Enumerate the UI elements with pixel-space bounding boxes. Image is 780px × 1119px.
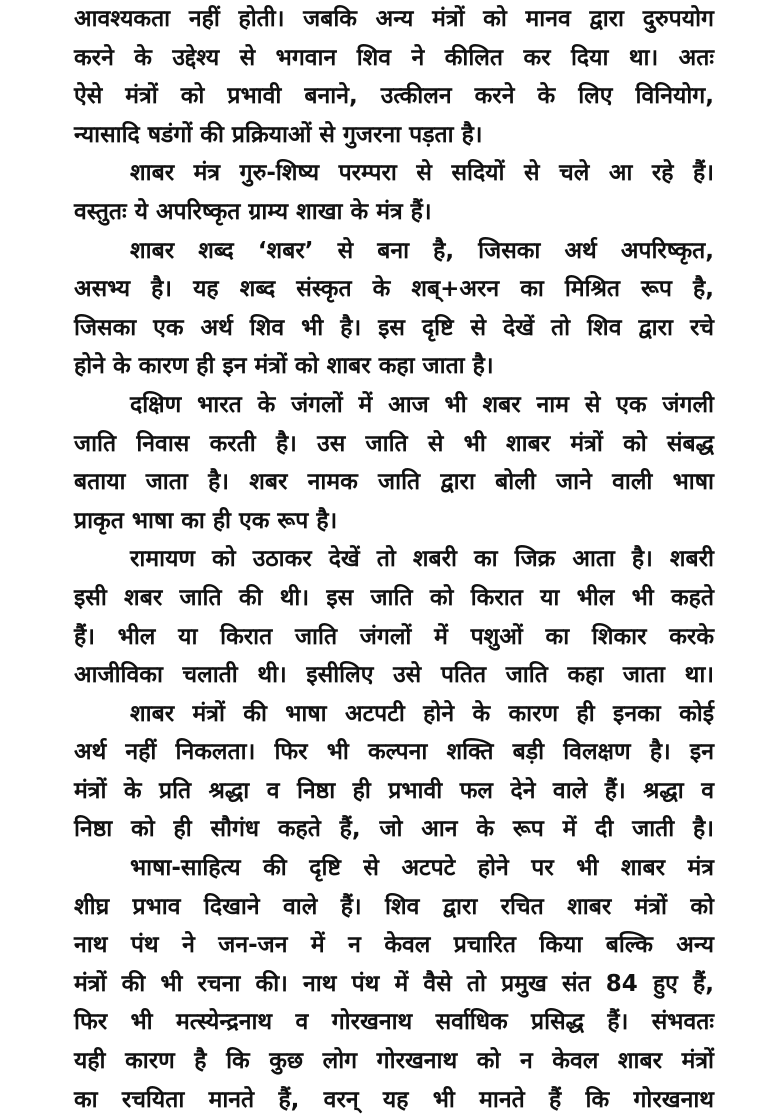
text-line: वस्तुतः ये अपरिष्कृत ग्राम्य शाखा के मंत्र हैं। [74, 198, 432, 225]
text-line: करने के उद्देश्य से भगवान शिव ने कीलित कर दिया था। अतः [74, 44, 714, 71]
text-line: निष्ठा को ही सौगंध कहते हैं, जो आन के रूप में दी जाती है। [74, 816, 714, 843]
text-line: शीघ्र प्रभाव दिखाने वाले हैं। शिव द्वारा रचित शाबर मंत्रों को [74, 893, 714, 920]
text-line: ऐसे मंत्रों को प्रभावी बनाने, उत्कीलन करने के लिए विनियोग, [74, 83, 714, 110]
text-line: आवश्यकता नहीं होती। जबकि अन्य मंत्रों को मानव द्वारा दुरुपयोग [74, 6, 714, 32]
text-line: हैं। भील या किरात जाति जंगलों में पशुओं का शिकार करके [74, 623, 714, 650]
text-line: होने के कारण ही इन मंत्रों को शाबर कहा जाता है। [74, 353, 494, 380]
text-line: भाषा-साहित्य की दृष्टि से अटपटे होने पर भी शाबर मंत्र [130, 855, 714, 882]
text-line: जाति निवास करती है। उस जाति से भी शाबर मंत्रों को संबद्ध [74, 430, 714, 457]
text-line: असभ्य है। यह शब्द संस्कृत के शब्+अरन का मिश्रित रूप है, [74, 276, 714, 303]
document-text [74, 0, 714, 1119]
text-line: अर्थ नहीं निकलता। फिर भी कल्पना शक्ति बड़ी विलक्षण है। इन [74, 739, 714, 766]
text-line: शाबर शब्द ‘शबर’ से बना है, जिसका अर्थ अपरिष्कृत, [130, 237, 714, 264]
text-line: फिर भी मत्स्येन्द्रनाथ व गोरखनाथ सर्वाधिक प्रसिद्ध हैं। संभवतः [74, 1009, 714, 1036]
text-line: का रचयिता मानते हैं, वरन् यह भी मानते हैं कि गोरखनाथ [74, 1086, 714, 1113]
text-line: जिसका एक अर्थ शिव भी है। इस दृष्टि से देखें तो शिव द्वारा रचे [74, 314, 714, 341]
text-line: मंत्रों के प्रति श्रद्धा व निष्ठा ही प्रभावी फल देने वाले हैं। श्रद्धा व [74, 777, 714, 804]
text-line: नाथ पंथ ने जन-जन में न केवल प्रचारित किया बल्कि अन्य [74, 932, 714, 959]
text-line: शाबर मंत्रों की भाषा अटपटी होने के कारण ही इनका कोई [130, 700, 714, 727]
text-line: बताया जाता है। शबर नामक जाति द्वारा बोली जाने वाली भाषा [74, 469, 714, 496]
text-line: शाबर मंत्र गुरु-शिष्य परम्परा से सदियों से चले आ रहे हैं। [130, 160, 714, 187]
text-line: इसी शबर जाति की थी। इस जाति को किरात या भील भी कहते [74, 584, 714, 611]
text-line: आजीविका चलाती थी। इसीलिए उसे पतित जाति कहा जाता था। [74, 662, 714, 689]
text-line: रामायण को उठाकर देखें तो शबरी का जिक्र आता है। शबरी [130, 546, 714, 573]
text-line: मंत्रों की भी रचना की। नाथ पंथ में वैसे तो प्रमुख संत 84 हुए हैं, [74, 970, 714, 997]
text-line: यही कारण है कि कुछ लोग गोरखनाथ को न केवल शाबर मंत्रों [74, 1048, 714, 1075]
text-line: दक्षिण भारत के जंगलों में आज भी शबर नाम से एक जंगली [130, 391, 714, 418]
text-line: न्यासादि षडंगों की प्रक्रियाओं से गुजरना पड़ता है। [74, 121, 483, 148]
text-line: प्राकृत भाषा का ही एक रूप है। [74, 507, 338, 534]
